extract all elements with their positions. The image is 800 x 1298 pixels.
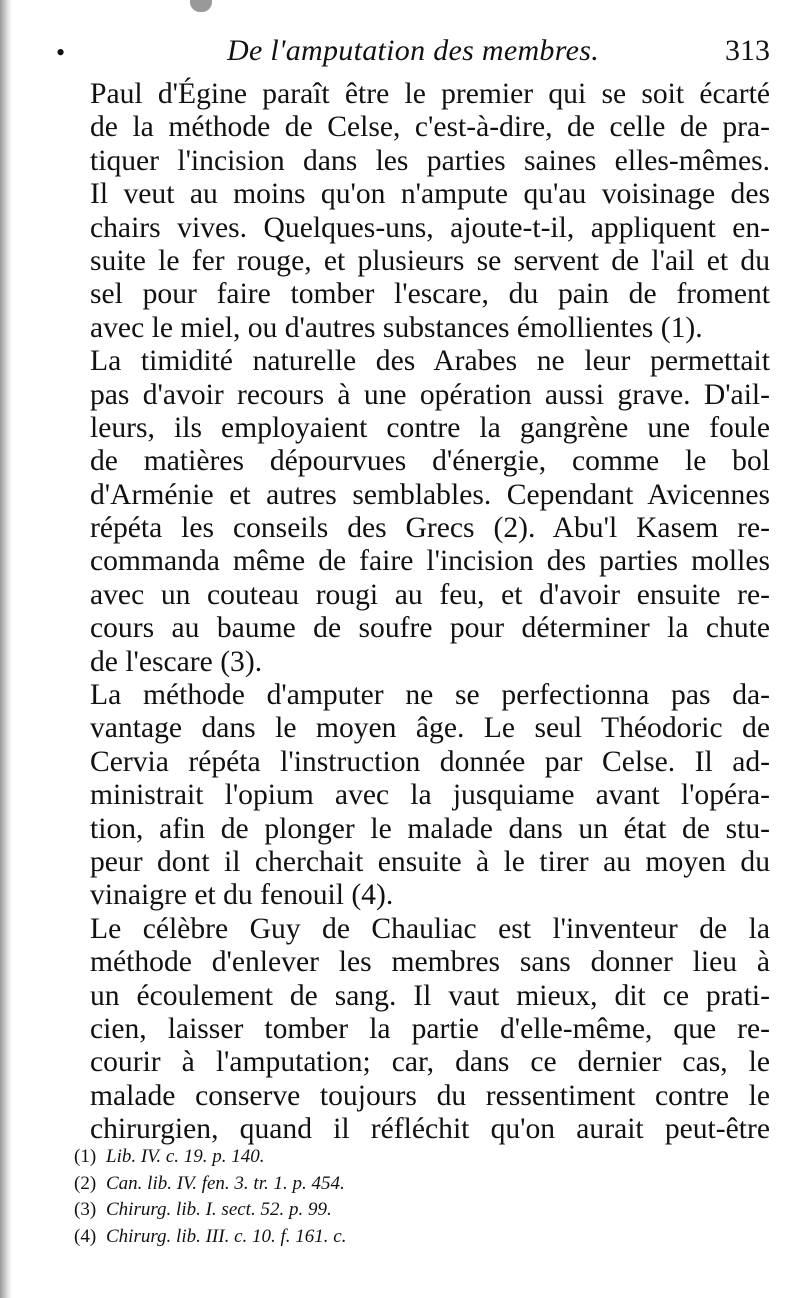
page-number: 313 [725, 34, 770, 67]
footnote-number: (1) [74, 1146, 97, 1167]
footnote-number: (2) [74, 1172, 97, 1194]
footnote [74, 1224, 574, 1251]
footnote [74, 1197, 574, 1224]
footnote-reference: Can. lib. IV. fen. 3. tr. 1. p. 454. [106, 1172, 345, 1194]
text-line: Paul d'Égine paraît être le premier qui se soit écarté [90, 78, 770, 110]
body-text [74, 78, 770, 1147]
text-line: vinaigre et du fenouil (4). [90, 879, 394, 912]
text-line: leurs, ils employaient contre la gangrène une foule [90, 411, 770, 444]
text-line: chairs vives. Quelques-uns, ajoute-t-il, appliquent en- [90, 211, 770, 244]
paragraph-1 [74, 78, 770, 345]
text-line: de la méthode de Celse, c'est-à-dire, de celle de pra- [90, 111, 770, 144]
text-line: malade conserve toujours du ressentiment contre le [90, 1079, 770, 1112]
footnote-reference: Chirurg. lib. I. sect. 52. p. 99. [106, 1199, 332, 1220]
text-line: un écoulement de sang. Il vaut mieux, dit ce prati- [90, 979, 770, 1012]
ink-smudge [190, 0, 212, 12]
text-line: vantage dans le moyen âge. Le seul Théodoric de [90, 712, 770, 745]
text-line: Il veut au moins qu'on n'ampute qu'au voisinage des [90, 178, 770, 211]
text-line: de l'escare (3). [90, 645, 263, 678]
text-line: chirurgien, quand il réfléchit qu'on aurait peut-être [90, 1113, 770, 1146]
text-line: avec le miel, ou d'autres substances émollientes (1). [90, 311, 703, 344]
header-mark: • [56, 38, 66, 67]
paragraph-2 [74, 345, 770, 679]
page-edge-shadow [0, 0, 12, 1298]
footnotes [74, 1144, 574, 1250]
text-line: méthode d'enlever les membres sans donner lieu à [90, 946, 770, 979]
footnote [74, 1171, 574, 1198]
text-line: peur dont il cherchait ensuite à le tirer au moyen du [90, 845, 770, 878]
text-line: suite le fer rouge, et plusieurs se servent de l'ail et du [90, 244, 770, 277]
text-line: commanda même de faire l'incision des parties molles [90, 545, 770, 578]
footnote-reference: Lib. IV. c. 19. p. 140. [106, 1146, 265, 1167]
text-line: pas d'avoir recours à une opération aussi grave. D'ail- [90, 378, 770, 411]
text-line: de matières dépourvues d'énergie, comme le bol [90, 445, 770, 478]
text-line: sel pour faire tomber l'escare, du pain de froment [90, 278, 770, 311]
text-line: Cervia répéta l'instruction donnée par Celse. Il ad- [90, 745, 770, 778]
footnote-reference: Chirurg. lib. III. c. 10. f. 161. c. [106, 1225, 347, 1247]
text-line: cien, laisser tomber la partie d'elle-même, que re- [90, 1012, 770, 1045]
text-line: ministrait l'opium avec la jusquiame avant l'opéra- [90, 779, 770, 812]
text-line: tion, afin de plonger le malade dans un état de stu- [90, 812, 770, 845]
running-head: De l'amputation des membres. [227, 34, 599, 67]
text-line: d'Arménie et autres semblables. Cependant Avicennes [90, 478, 770, 511]
text-line: répéta les conseils des Grecs (2). Abu'l Kasem re- [90, 512, 770, 545]
text-line: avec un couteau rougi au feu, et d'avoir ensuite re- [90, 578, 770, 611]
text-line: La méthode d'amputer ne se perfectionna pas da- [90, 679, 770, 712]
text-line: cours au baume de soufre pour déterminer la chute [90, 612, 770, 645]
paragraph-4 [74, 913, 770, 1147]
page-header [56, 34, 770, 74]
text-line: tiquer l'incision dans les parties saines elles-mêmes. [90, 144, 770, 177]
footnote-number: (3) [74, 1199, 97, 1220]
text-line: Le célèbre Guy de Chauliac est l'inventeur de la [90, 912, 770, 945]
text-line: La timidité naturelle des Arabes ne leur permettait [90, 345, 770, 378]
text-line: courir à l'amputation; car, dans ce dernier cas, le [90, 1046, 770, 1079]
footnote-number: (4) [74, 1225, 97, 1247]
footnote [74, 1144, 574, 1171]
paragraph-3 [74, 679, 770, 913]
